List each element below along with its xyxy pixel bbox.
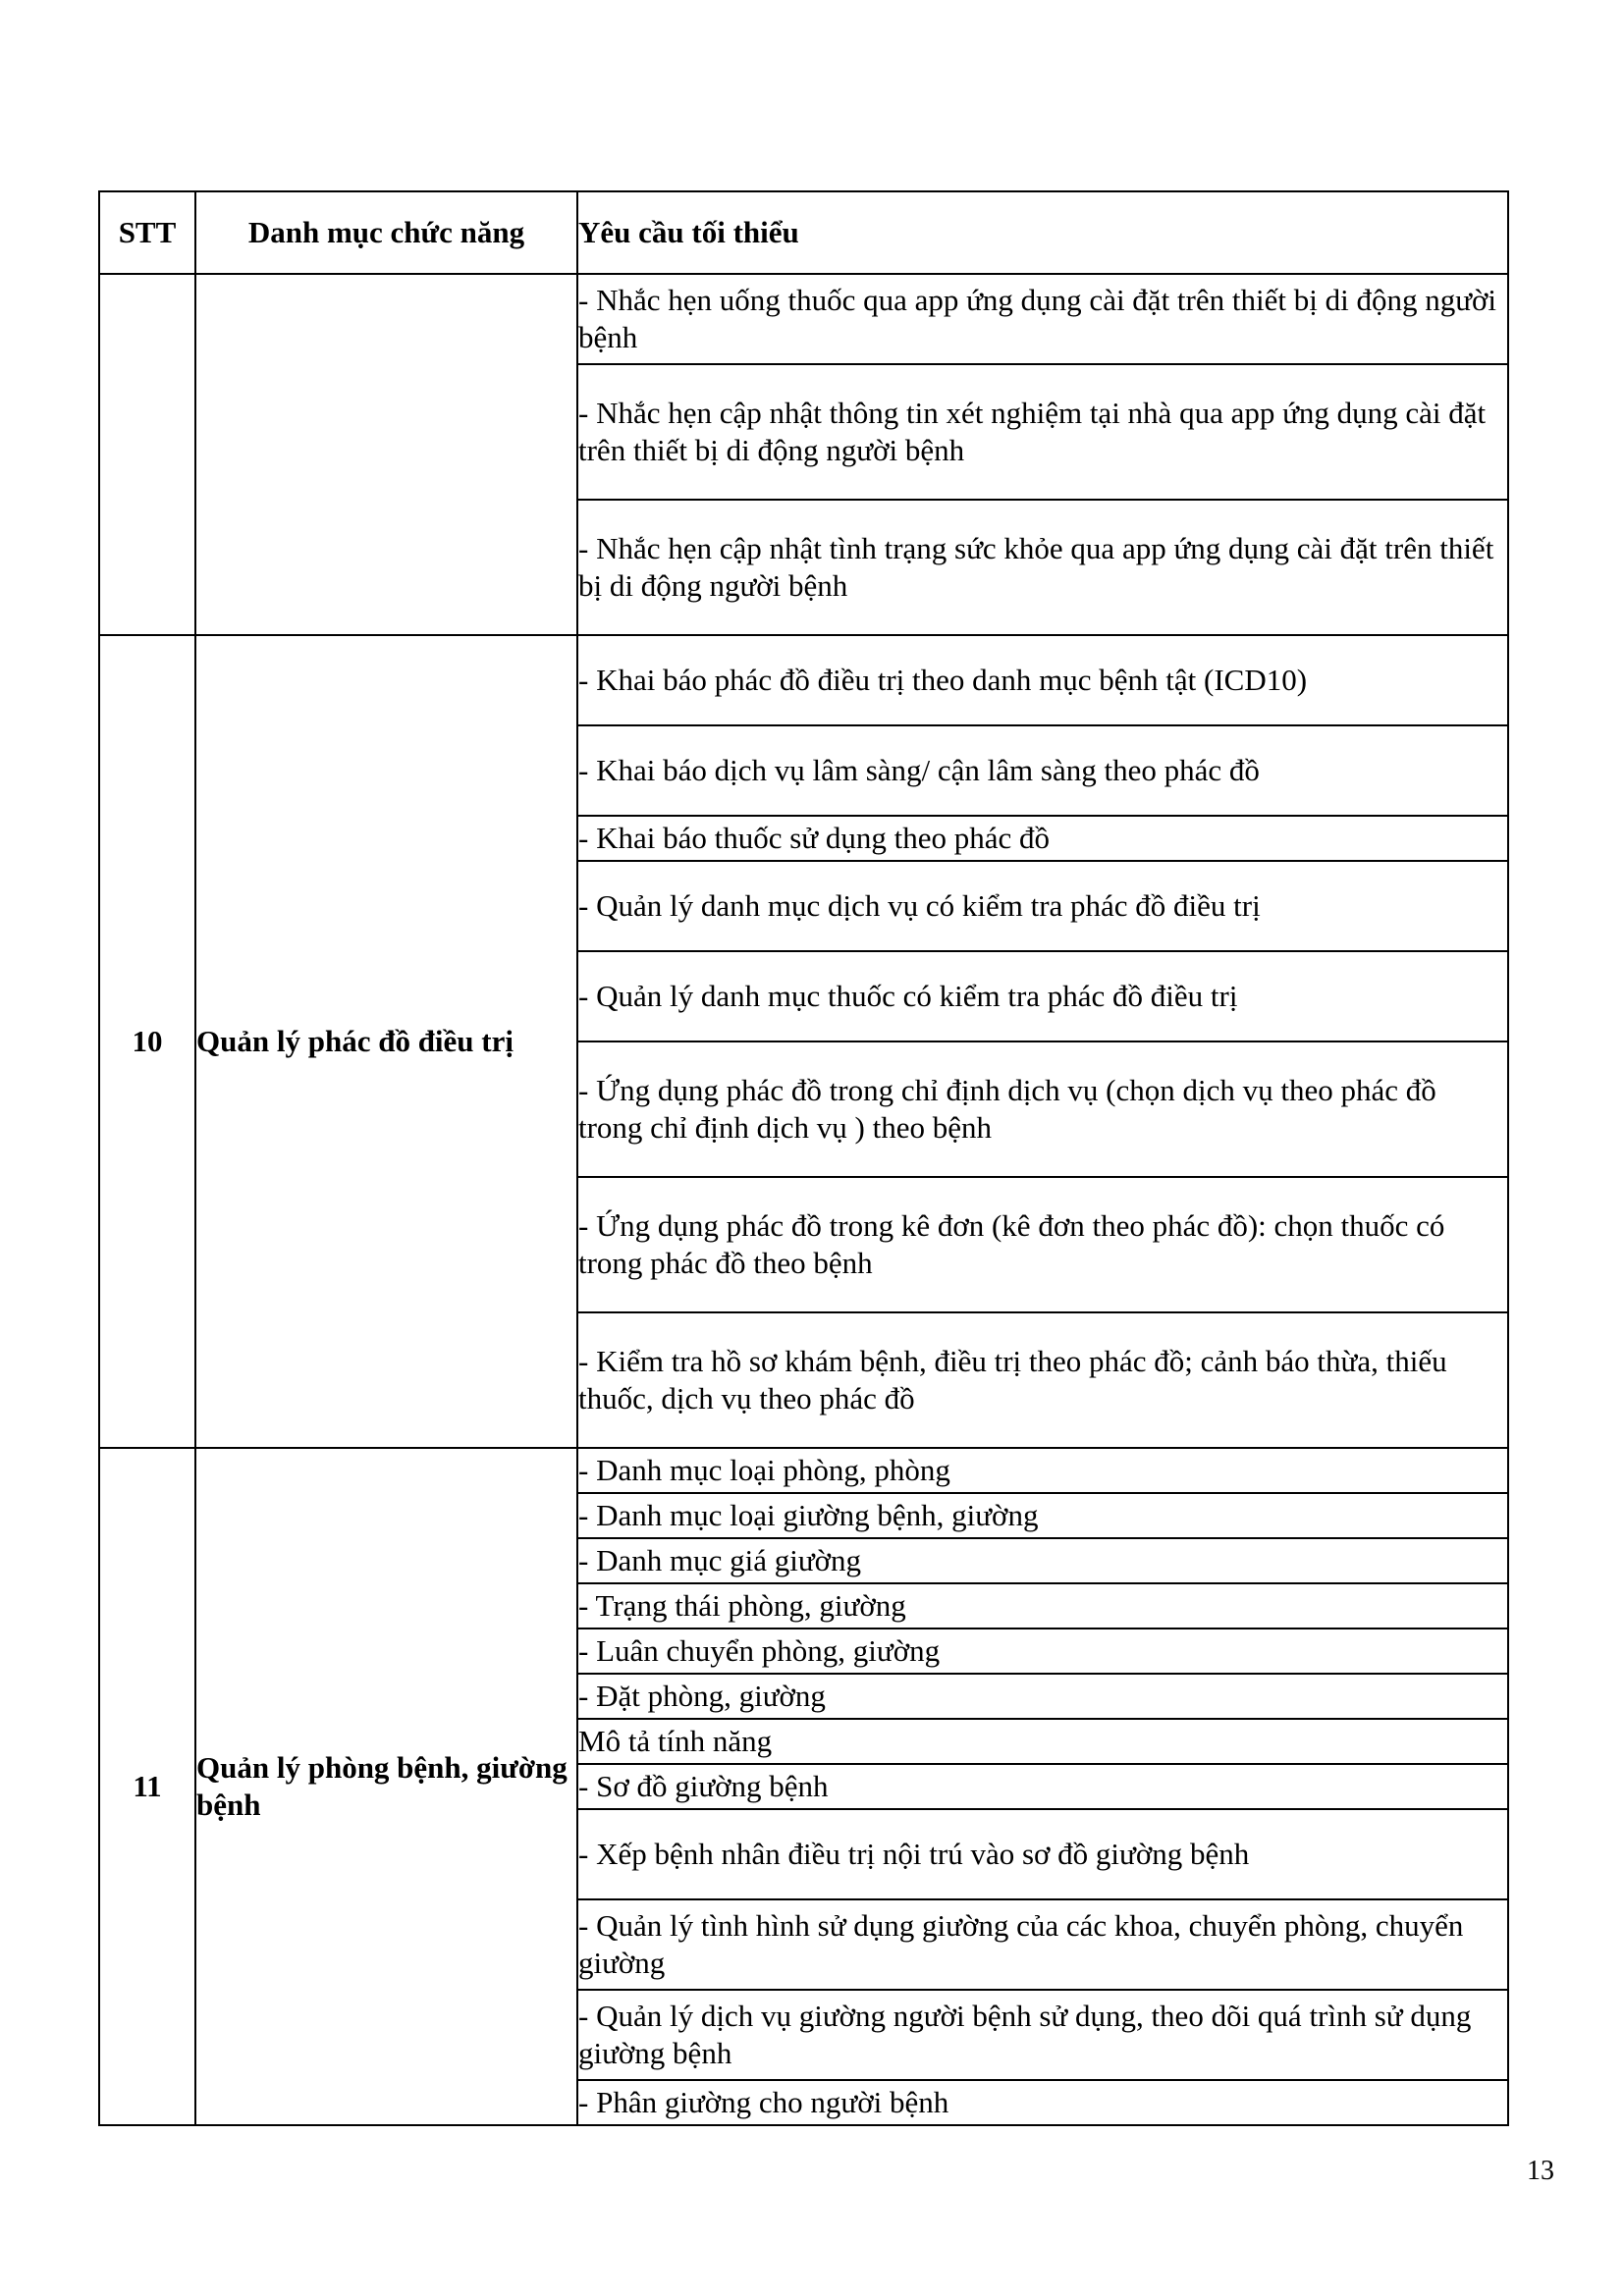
requirement-cell: - Quản lý dịch vụ giường người bệnh sử dụng, theo dõi quá trình sử dụng giường bệnh (577, 1990, 1508, 2080)
requirement-cell: - Nhắc hẹn cập nhật tình trạng sức khỏe qua app ứng dụng cài đặt trên thiết bị di động người bệnh (577, 500, 1508, 635)
requirement-cell: - Sơ đồ giường bệnh (577, 1764, 1508, 1809)
requirement-cell: - Danh mục loại phòng, phòng (577, 1448, 1508, 1493)
requirements-table (98, 190, 1509, 2126)
table-row (99, 274, 1508, 364)
table-row (99, 635, 1508, 725)
requirement-cell: - Khai báo phác đồ điều trị theo danh mục bệnh tật (ICD10) (577, 635, 1508, 725)
requirement-cell: - Nhắc hẹn uống thuốc qua app ứng dụng cài đặt trên thiết bị di động người bệnh (577, 274, 1508, 364)
requirement-cell: - Danh mục giá giường (577, 1538, 1508, 1583)
requirement-cell: Mô tả tính năng (577, 1719, 1508, 1764)
table-row (99, 1448, 1508, 1493)
requirement-cell: - Ứng dụng phác đồ trong chỉ định dịch vụ (chọn dịch vụ theo phác đồ trong chỉ định dịch vụ ) theo bệnh (577, 1041, 1508, 1177)
page-number: 13 (1527, 2156, 1554, 2186)
category-cell: Quản lý phác đồ điều trị (195, 635, 577, 1448)
stt-cell: 10 (99, 635, 195, 1448)
requirement-cell: - Khai báo dịch vụ lâm sàng/ cận lâm sàng theo phác đồ (577, 725, 1508, 816)
category-cell-empty (195, 274, 577, 635)
header-row (99, 191, 1508, 274)
requirement-cell: - Quản lý danh mục thuốc có kiểm tra phác đồ điều trị (577, 951, 1508, 1041)
category-cell: Quản lý phòng bệnh, giường bệnh (195, 1448, 577, 2125)
stt-cell: 11 (99, 1448, 195, 2125)
requirement-cell: - Trạng thái phòng, giường (577, 1583, 1508, 1629)
requirement-cell: - Xếp bệnh nhân điều trị nội trú vào sơ đồ giường bệnh (577, 1809, 1508, 1899)
requirement-cell: - Khai báo thuốc sử dụng theo phác đồ (577, 816, 1508, 861)
requirement-cell: - Luân chuyển phòng, giường (577, 1629, 1508, 1674)
header-category: Danh mục chức năng (195, 191, 577, 274)
header-requirement: Yêu cầu tối thiểu (577, 191, 1508, 274)
stt-cell-empty (99, 274, 195, 635)
requirement-cell: - Quản lý danh mục dịch vụ có kiểm tra phác đồ điều trị (577, 861, 1508, 951)
requirement-cell: - Kiểm tra hồ sơ khám bệnh, điều trị theo phác đồ; cảnh báo thừa, thiếu thuốc, dịch vụ theo phác đồ (577, 1312, 1508, 1448)
requirement-cell: - Danh mục loại giường bệnh, giường (577, 1493, 1508, 1538)
header-stt: STT (99, 191, 195, 274)
requirement-cell: - Quản lý tình hình sử dụng giường của các khoa, chuyển phòng, chuyển giường (577, 1899, 1508, 1990)
requirement-cell: - Ứng dụng phác đồ trong kê đơn (kê đơn theo phác đồ): chọn thuốc có trong phác đồ theo bệnh (577, 1177, 1508, 1312)
requirement-cell: - Phân giường cho người bệnh (577, 2080, 1508, 2125)
requirement-cell: - Đặt phòng, giường (577, 1674, 1508, 1719)
requirement-cell: - Nhắc hẹn cập nhật thông tin xét nghiệm tại nhà qua app ứng dụng cài đặt trên thiết bị di động người bệnh (577, 364, 1508, 500)
